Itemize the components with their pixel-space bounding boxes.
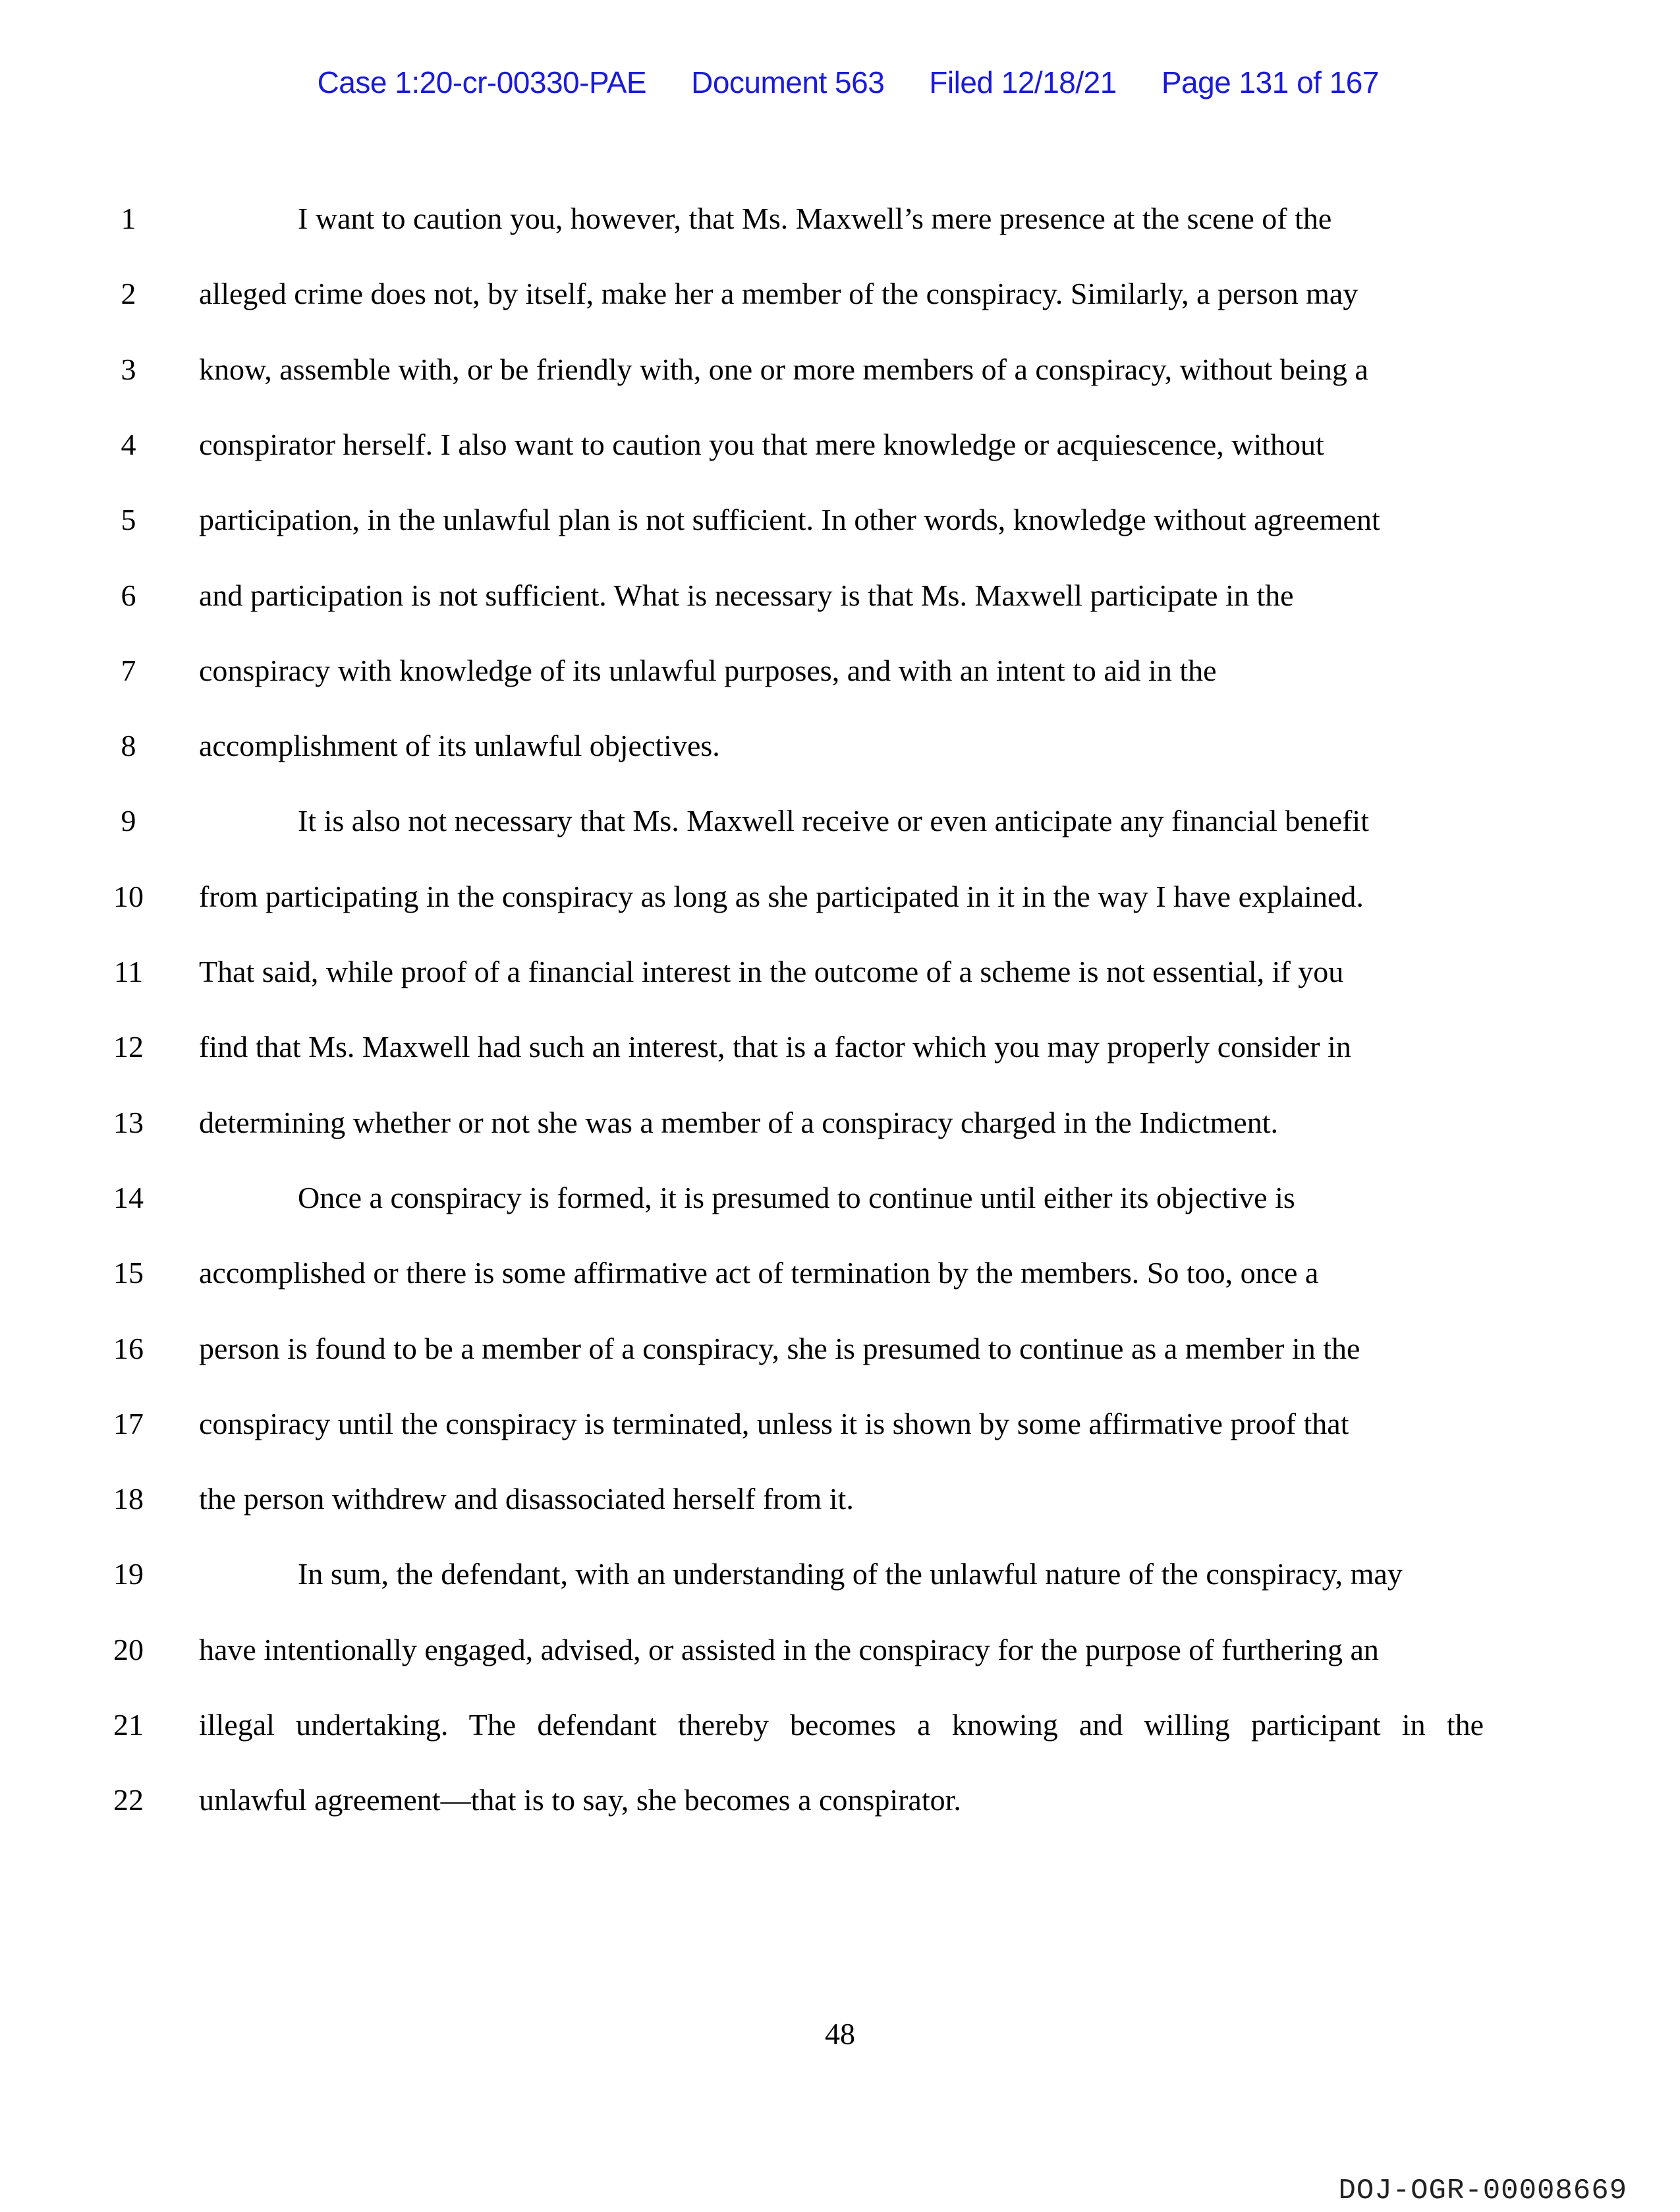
document-line — [0, 1624, 1680, 1676]
line-text: know, assemble with, or be friendly with, one or more members of a conspiracy, without being a — [199, 353, 1368, 386]
document-line — [0, 192, 1680, 245]
document-line — [0, 418, 1680, 471]
line-number: 19 — [113, 1557, 144, 1591]
document-line — [0, 1096, 1680, 1149]
document-line — [0, 795, 1680, 847]
document-line — [0, 870, 1680, 923]
line-number: 11 — [113, 955, 144, 988]
line-text: conspiracy with knowledge of its unlawful purposes, and with an intent to aid in the — [199, 654, 1217, 687]
line-number: 7 — [121, 654, 136, 687]
line-text: have intentionally engaged, advised, or assisted in the conspiracy for the purpose of furthering an — [199, 1633, 1379, 1666]
line-number: 5 — [121, 503, 136, 536]
filing-header — [0, 29, 1680, 100]
line-text: conspirator herself. I also want to caution you that mere knowledge or acquiescence, without — [199, 428, 1324, 461]
line-number: 18 — [113, 1482, 144, 1516]
line-number: 3 — [121, 353, 136, 386]
document-line — [0, 569, 1680, 622]
line-text: unlawful agreement—that is to say, she becomes a conspirator. — [199, 1783, 961, 1817]
line-text: It is also not necessary that Ms. Maxwell receive or even anticipate any financial benefit — [298, 804, 1369, 837]
line-number: 10 — [113, 880, 144, 913]
document-line — [0, 720, 1680, 772]
line-text: illegal undertaking. The defendant thereby becomes a knowing and willing participant in the — [199, 1708, 1484, 1742]
line-number: 20 — [113, 1633, 144, 1666]
document-line — [0, 1322, 1680, 1375]
line-number: 13 — [113, 1106, 144, 1139]
page-of-total: Page 131 of 167 — [1161, 65, 1379, 99]
line-number: 16 — [113, 1332, 144, 1365]
document-line — [0, 1699, 1680, 1751]
line-number: 1 — [121, 202, 136, 235]
line-text: I want to caution you, however, that Ms. Maxwell’s mere presence at the scene of the — [298, 202, 1332, 235]
line-text: conspiracy until the conspiracy is terminated, unless it is shown by some affirmative proof that — [199, 1407, 1349, 1440]
line-text: and participation is not sufficient. What is necessary is that Ms. Maxwell participate in the — [199, 579, 1294, 612]
line-text: Once a conspiracy is formed, it is presumed to continue until either its objective is — [298, 1181, 1295, 1214]
line-number: 21 — [113, 1708, 144, 1742]
line-text: determining whether or not she was a member of a conspiracy charged in the Indictment. — [199, 1106, 1278, 1139]
line-number: 6 — [121, 579, 136, 612]
document-line — [0, 1473, 1680, 1525]
document-line — [0, 946, 1680, 998]
line-number: 15 — [113, 1256, 144, 1290]
line-text: accomplished or there is some affirmative act of termination by the members. So too, once a — [199, 1256, 1319, 1290]
document-line — [0, 1247, 1680, 1299]
line-text: participation, in the unlawful plan is not sufficient. In other words, knowledge without agreement — [199, 503, 1380, 536]
line-number: 8 — [121, 729, 136, 762]
document-number: Document 563 — [691, 65, 885, 99]
document-line — [0, 1548, 1680, 1601]
line-text: In sum, the defendant, with an understanding of the unlawful nature of the conspiracy, may — [298, 1557, 1403, 1591]
case-number: Case 1:20-cr-00330-PAE — [317, 65, 647, 99]
line-number: 14 — [113, 1181, 144, 1214]
line-number: 9 — [121, 804, 136, 837]
line-text: from participating in the conspiracy as long as she participated in it in the way I have explained. — [199, 880, 1364, 913]
bates-stamp: DOJ-OGR-00008669 — [1338, 2174, 1627, 2207]
filed-date: Filed 12/18/21 — [929, 65, 1117, 99]
line-number: 22 — [113, 1783, 144, 1817]
document-line — [0, 494, 1680, 546]
line-text: find that Ms. Maxwell had such an interest, that is a factor which you may properly consider in — [199, 1030, 1351, 1063]
line-number: 2 — [121, 277, 136, 310]
document-line — [0, 268, 1680, 320]
line-number: 4 — [121, 428, 136, 461]
line-number: 17 — [113, 1407, 144, 1440]
document-line — [0, 1398, 1680, 1450]
line-text: alleged crime does not, by itself, make her a member of the conspiracy. Similarly, a person may — [199, 277, 1358, 310]
page-number: 48 — [825, 2017, 855, 2051]
document-line — [0, 343, 1680, 396]
document-line — [0, 1172, 1680, 1224]
line-number: 12 — [113, 1030, 144, 1063]
document-line — [0, 1774, 1680, 1827]
line-text: That said, while proof of a financial interest in the outcome of a scheme is not essential, if you — [199, 955, 1344, 988]
line-text: the person withdrew and disassociated herself from it. — [199, 1482, 854, 1516]
document-line — [0, 644, 1680, 697]
line-text: accomplishment of its unlawful objectives. — [199, 729, 720, 762]
line-text: person is found to be a member of a conspiracy, she is presumed to continue as a member in the — [199, 1332, 1360, 1365]
document-line — [0, 1021, 1680, 1073]
